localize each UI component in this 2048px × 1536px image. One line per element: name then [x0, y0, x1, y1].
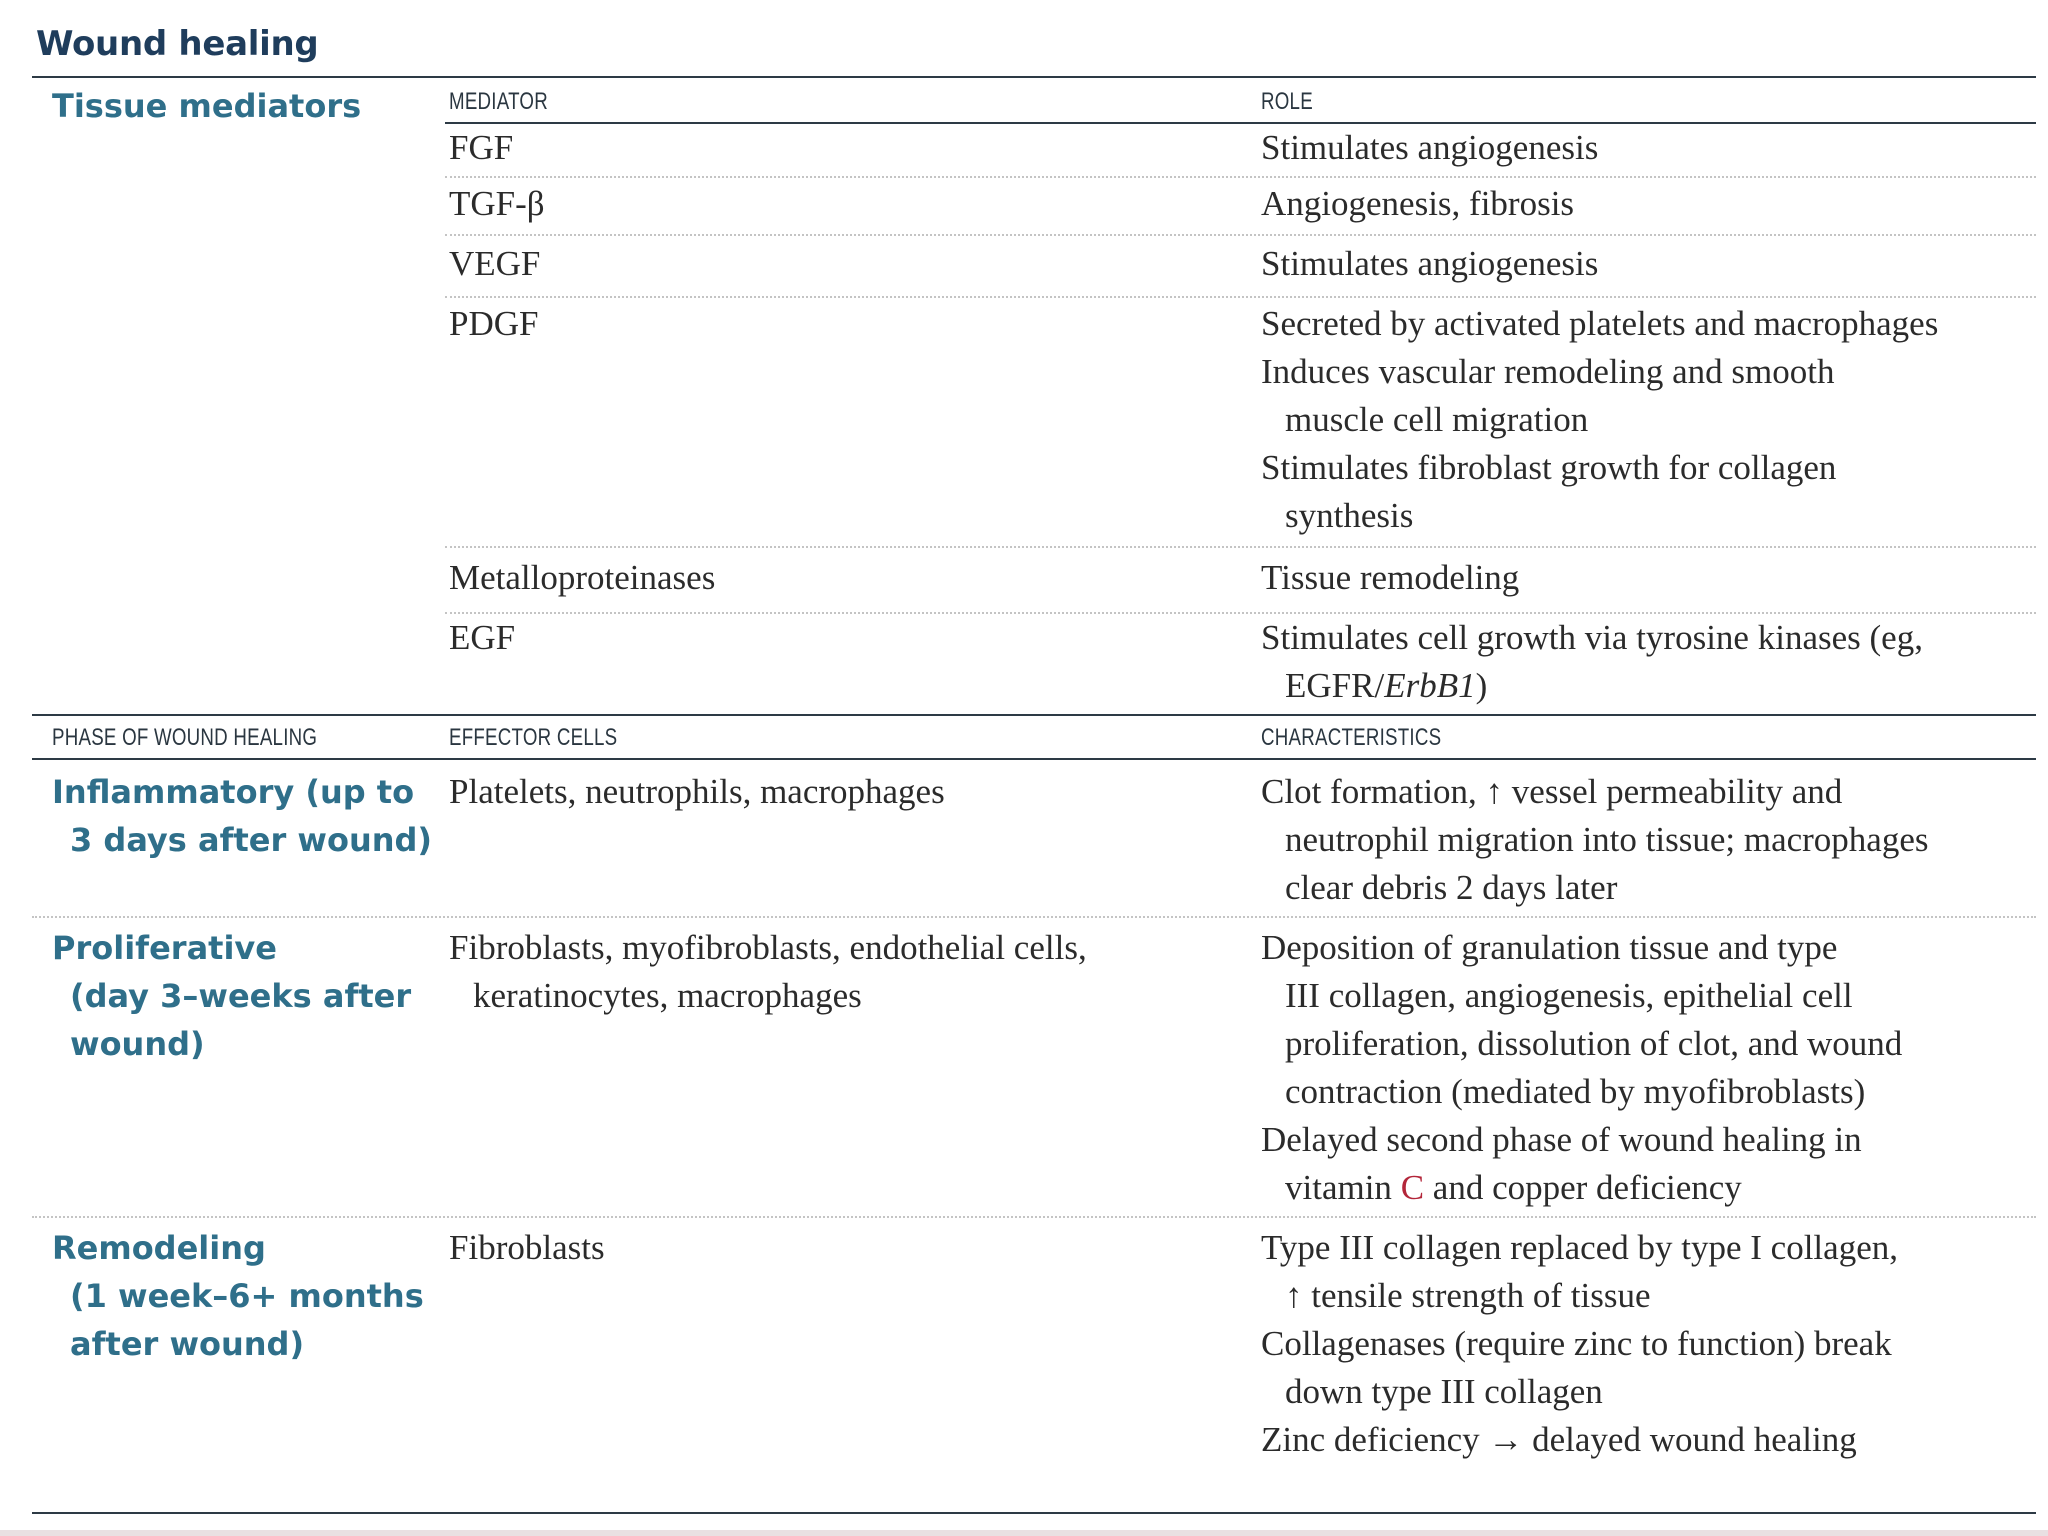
bottom-edge	[0, 1530, 2048, 1536]
mediator-role: Stimulates angiogenesis	[1261, 244, 1599, 283]
row-divider	[445, 296, 2036, 298]
page-title: Wound healing	[36, 24, 319, 64]
phase-characteristics: Type III collagen replaced by type I collagen, ↑ tensile strength of tissue Collagenases (require zinc to function) break down type III collagen Zinc deficiency → delayed wound healing	[1261, 1228, 1898, 1459]
effector-cells: Fibroblasts	[449, 1228, 605, 1267]
mediator-role: Angiogenesis, fibrosis	[1261, 184, 1575, 223]
characteristics-column-header: CHARACTERISTICS	[1261, 724, 1442, 751]
mediator-name: TGF-β	[449, 184, 545, 223]
phase-characteristics: Clot formation, ↑ vessel permeability and neutrophil migration into tissue; macrophages clear debris 2 days later	[1261, 772, 1929, 907]
role-column-header: ROLE	[1261, 88, 1313, 115]
effector-cells: Fibroblasts, myofibroblasts, endothelial cells, keratinocytes, macrophages	[449, 928, 1087, 1015]
effector-column-header: EFFECTOR CELLS	[449, 724, 618, 751]
phase-section-rule	[32, 714, 2036, 716]
mediator-name: PDGF	[449, 304, 539, 343]
mediator-name: VEGF	[449, 244, 541, 283]
mediator-name: Metalloproteinases	[449, 558, 716, 597]
row-divider	[445, 234, 2036, 236]
title-rule	[32, 76, 2036, 78]
phase-characteristics: Deposition of granulation tissue and type III collagen, angiogenesis, epithelial cell proliferation, dissolution of clot, and wound contraction (mediated by myofibroblasts) Delayed second phase of wound healing in vitamin C and copper deficiency	[1261, 928, 1903, 1207]
phase-label-remodeling: Remodeling (1 week–6+ months after wound)	[52, 1229, 424, 1363]
mediator-role: Stimulates angiogenesis	[1261, 128, 1599, 167]
phase-header-rule	[32, 758, 2036, 760]
mediator-role: Secreted by activated platelets and macrophages Induces vascular remodeling and smooth muscle cell migration Stimulates fibroblast growth for collagen synthesis	[1261, 304, 1939, 535]
phase-label-inflammatory: Inflammatory (up to 3 days after wound)	[52, 773, 433, 859]
effector-cells: Platelets, neutrophils, macrophages	[449, 772, 945, 811]
bottom-rule	[32, 1512, 2036, 1514]
mediator-header-rule	[445, 122, 2036, 124]
phase-column-header: PHASE OF WOUND HEALING	[52, 724, 318, 751]
row-divider	[32, 916, 2036, 918]
phase-label-proliferative: Proliferative (day 3–weeks after wound)	[52, 929, 412, 1063]
row-divider	[445, 546, 2036, 548]
mediator-name: FGF	[449, 128, 514, 167]
mediator-name: EGF	[449, 618, 516, 657]
tissue-mediators-label: Tissue mediators	[52, 87, 362, 125]
row-divider	[445, 176, 2036, 178]
mediator-role: Stimulates cell growth via tyrosine kinases (eg, EGFR/ErbB1)	[1261, 618, 1923, 705]
mediator-column-header: MEDIATOR	[449, 88, 548, 115]
row-divider	[32, 1216, 2036, 1218]
mediator-role: Tissue remodeling	[1261, 558, 1520, 597]
